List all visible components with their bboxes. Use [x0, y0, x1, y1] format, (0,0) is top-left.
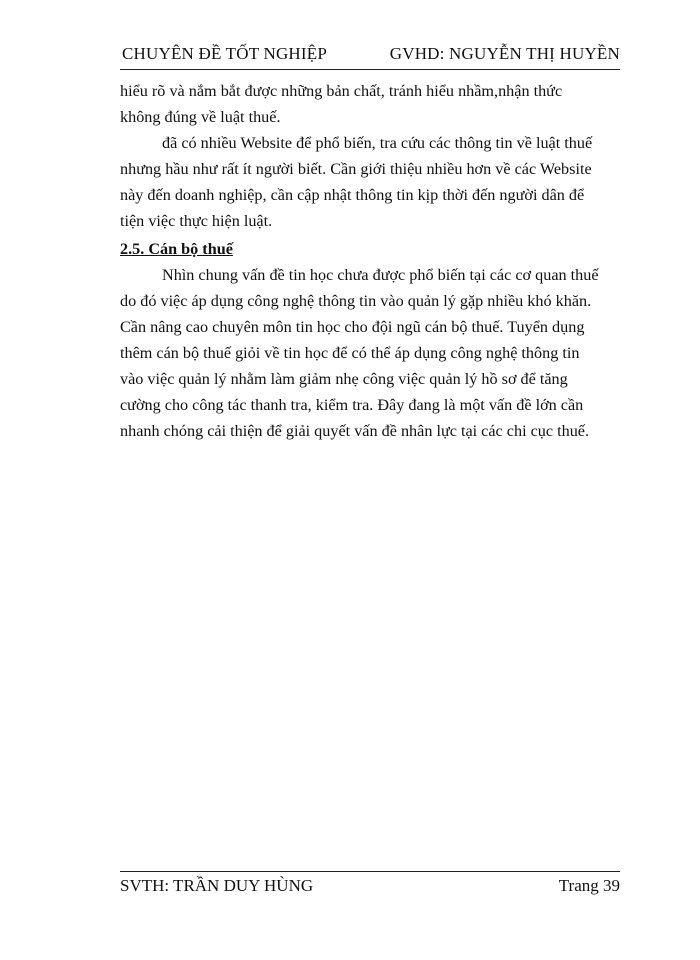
footer-student: SVTH: TRẦN DUY HÙNG — [120, 876, 314, 895]
paragraph-1 — [120, 78, 620, 130]
page-footer — [120, 876, 620, 900]
footer-rule — [120, 871, 620, 872]
paragraph-line: này đến doanh nghiệp, cần cập nhật thông tin kịp thời đến người dân để — [120, 186, 585, 204]
paragraph-line: do đó việc áp dụng công nghệ thông tin vào quản lý gặp nhiều khó khăn. — [120, 292, 592, 310]
page-header — [120, 44, 620, 68]
paragraph-line: đã có nhiều Website để phổ biến, tra cứu các thông tin về luật thuế — [162, 134, 593, 152]
paragraph-line: không đúng về luật thuế. — [120, 108, 281, 126]
header-course-title: CHUYÊN ĐỀ TỐT NGHIỆP — [122, 44, 328, 63]
paragraph-2 — [120, 130, 620, 234]
paragraph-3 — [120, 262, 620, 444]
header-rule — [120, 69, 620, 70]
paragraph-line: thêm cán bộ thuế giỏi về tin học để có thể áp dụng công nghệ thông tin — [120, 344, 580, 362]
paragraph-line: Cần nâng cao chuyên môn tin học cho đội ngũ cán bộ thuế. Tuyển dụng — [120, 318, 585, 336]
page-number: Trang 39 — [558, 876, 620, 895]
paragraph-line: cường cho công tác thanh tra, kiểm tra. Đây đang là một vấn đề lớn cần — [120, 396, 584, 414]
section-heading-block — [120, 236, 620, 262]
paragraph-line: nhưng hầu như rất ít người biết. Cần giới thiệu nhiều hơn về các Website — [120, 160, 592, 178]
header-supervisor: GVHD: NGUYỄN THỊ HUYỀN — [389, 44, 620, 63]
paragraph-line: hiểu rõ và nắm bắt được những bản chất, tránh hiểu nhầm,nhận thức — [120, 82, 563, 100]
paragraph-line: tiện việc thực hiện luật. — [120, 212, 273, 230]
paragraph-line: nhanh chóng cải thiện để giải quyết vấn đề nhân lực tại các chi cục thuế. — [120, 422, 590, 440]
paragraph-line: vào việc quản lý nhằm làm giảm nhẹ công việc quản lý hồ sơ để tăng — [120, 370, 568, 388]
section-heading: 2.5. Cán bộ thuế — [120, 240, 233, 258]
paragraph-line: Nhìn chung vấn đề tin học chưa được phổ biến tại các cơ quan thuế — [162, 266, 599, 284]
